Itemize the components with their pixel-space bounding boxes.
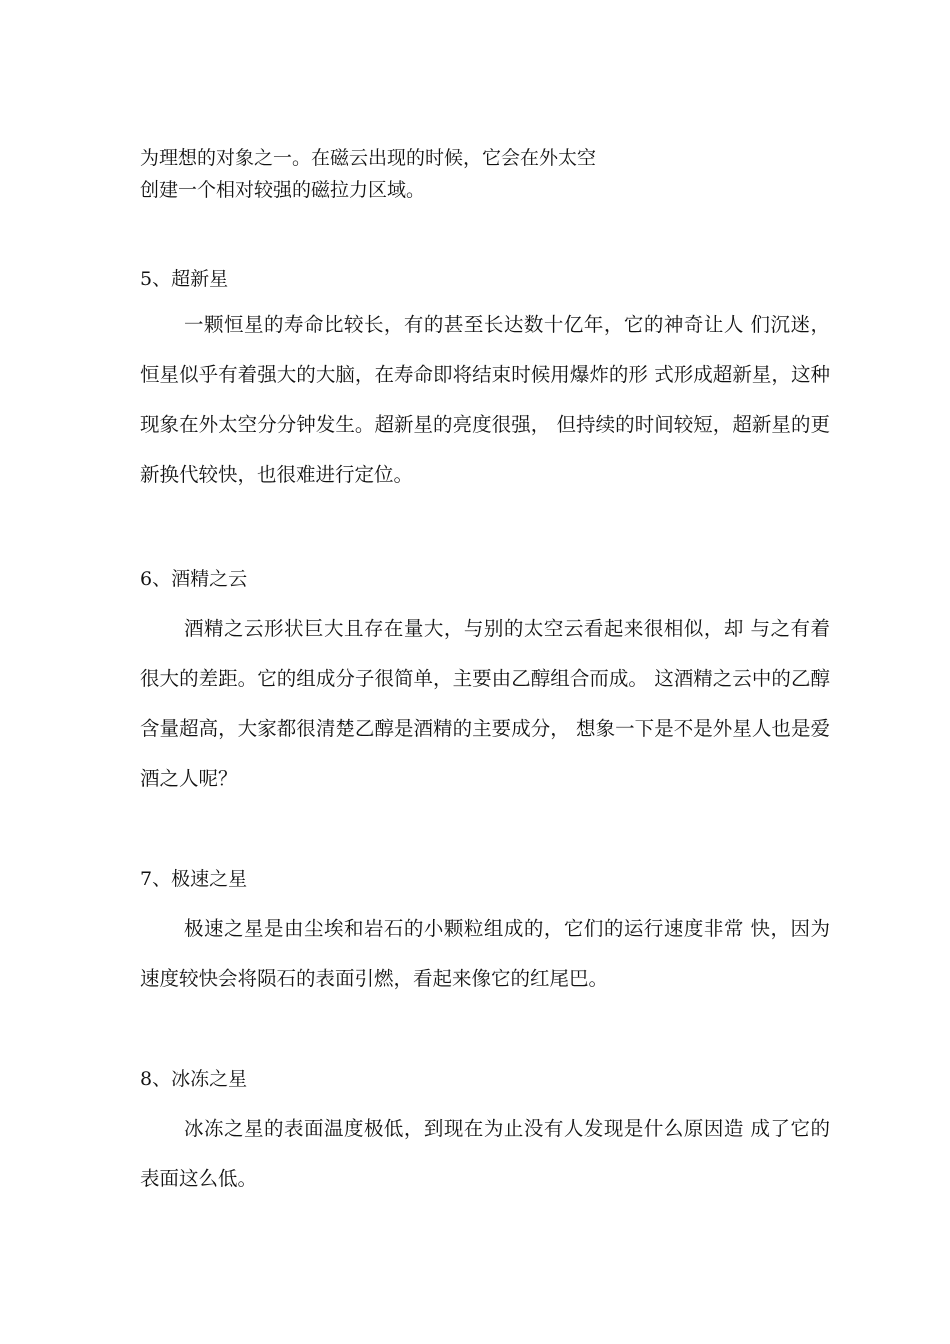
section-heading-speed-star: 7、极速之星: [140, 868, 248, 890]
intro-line-2: 创建一个相对较强的磁拉力区域。: [140, 179, 426, 201]
section-body-frozen-star: 冰冻之星的表面温度极低，到现在为止没有人发现是什么原因造 成了它的表面这么低。: [140, 1117, 830, 1190]
section-body-alcohol-cloud: 酒精之云形状巨大且存在量大，与别的太空云看起来很相似，却 与之有着很大的差距。它的组成分子很简单，主要由乙醇组合而成。 这酒精之云中的乙醇含量超高，大家都很清楚乙醇是酒精的主要成分， 想象一下是不是外星人也是爱酒之人呢？: [140, 617, 830, 790]
section-heading-frozen-star: 8、冰冻之星: [140, 1068, 248, 1090]
section-heading-alcohol-cloud: 6、酒精之云: [140, 568, 248, 590]
section-body-supernova: 一颗恒星的寿命比较长，有的甚至长达数十亿年，它的神奇让人 们沉迷，恒星似乎有着强大的大脑，在寿命即将结束时候用爆炸的形 式形成超新星，这种现象在外太空分分钟发生。超新星的亮度很强， 但持续的时间较短，超新星的更新换代较快，也很难进行定位。: [140, 313, 830, 486]
section-heading-supernova: 5、超新星: [140, 268, 229, 290]
intro-paragraph: [140, 142, 840, 206]
section-body-speed-star: 极速之星是由尘埃和岩石的小颗粒组成的，它们的运行速度非常 快，因为速度较快会将陨石的表面引燃，看起来像它的红尾巴。: [140, 917, 830, 990]
intro-line-1: 为理想的对象之一。在磁云出现的时候，它会在外太空: [140, 147, 597, 169]
